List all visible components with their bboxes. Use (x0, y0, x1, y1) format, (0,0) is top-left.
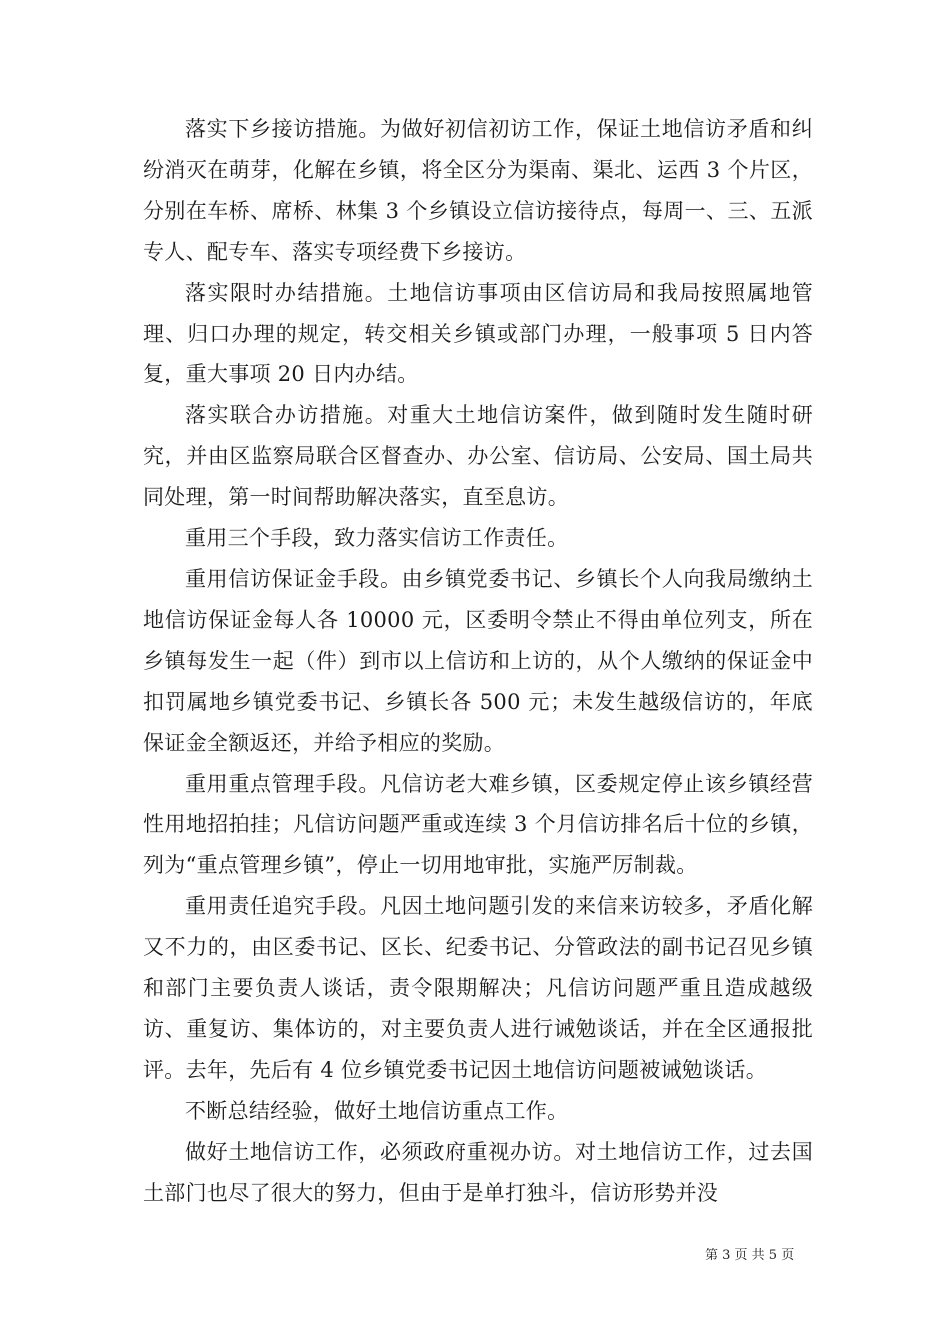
section-heading-1: 重用三个手段，致力落实信访工作责任。 (185, 526, 569, 551)
paragraph-2: 落实限时办结措施。土地信访事项由区信访局和我局按照属地管理、归口办理的规定，转交相关乡镇或部门办理，一般事项 5 日内答复，重大事项 20 日内办结。 (143, 280, 813, 387)
section-heading-2: 不断总结经验，做好土地信访重点工作。 (185, 1098, 569, 1123)
document-body (143, 109, 813, 1213)
paragraph-1: 落实下乡接访措施。为做好初信初访工作，保证土地信访矛盾和纠纷消灭在萌芽，化解在乡镇，将全区分为渠南、渠北、运西 3 个片区，分别在车桥、席桥、林集 3 个乡镇设立信访接待点，每周一、三、五派专人、配专车、落实专项经费下乡接访。 (143, 117, 813, 264)
paragraph-3: 落实联合办访措施。对重大土地信访案件，做到随时发生随时研究，并由区监察局联合区督查办、办公室、信访局、公安局、国土局共同处理，第一时间帮助解决落实，直至息访。 (143, 403, 813, 510)
page-number-footer: 第 3 页 共 5 页 (705, 1248, 795, 1263)
paragraph-9: 做好土地信访工作，必须政府重视办访。对土地信访工作，过去国土部门也尽了很大的努力，但由于是单打独斗，信访形势并没 (143, 1139, 813, 1205)
paragraph-6: 重用重点管理手段。凡信访老大难乡镇，区委规定停止该乡镇经营性用地招拍挂；凡信访问题严重或连续 3 个月信访排名后十位的乡镇，列为“重点管理乡镇”，停止一切用地审批，实施严厉制裁。 (143, 771, 813, 878)
paragraph-5: 重用信访保证金手段。由乡镇党委书记、乡镇长个人向我局缴纳土地信访保证金每人各 10000 元，区委明令禁止不得由单位列支，所在乡镇每发生一起（件）到市以上信访和上访的，从个人缴纳的保证金中扣罚属地乡镇党委书记、乡镇长各 500 元；未发生越级信访的，年底保证金全额返还，并给予相应的奖励。 (143, 566, 813, 755)
paragraph-7: 重用责任追究手段。凡因土地问题引发的来信来访较多，矛盾化解又不力的，由区委书记、区长、纪委书记、分管政法的副书记召见乡镇和部门主要负责人谈话，责令限期解决；凡信访问题严重且造成越级访、重复访、集体访的，对主要负责人进行诫勉谈话，并在全区通报批评。去年，先后有 4 位乡镇党委书记因土地信访问题被诫勉谈话。 (143, 894, 813, 1082)
